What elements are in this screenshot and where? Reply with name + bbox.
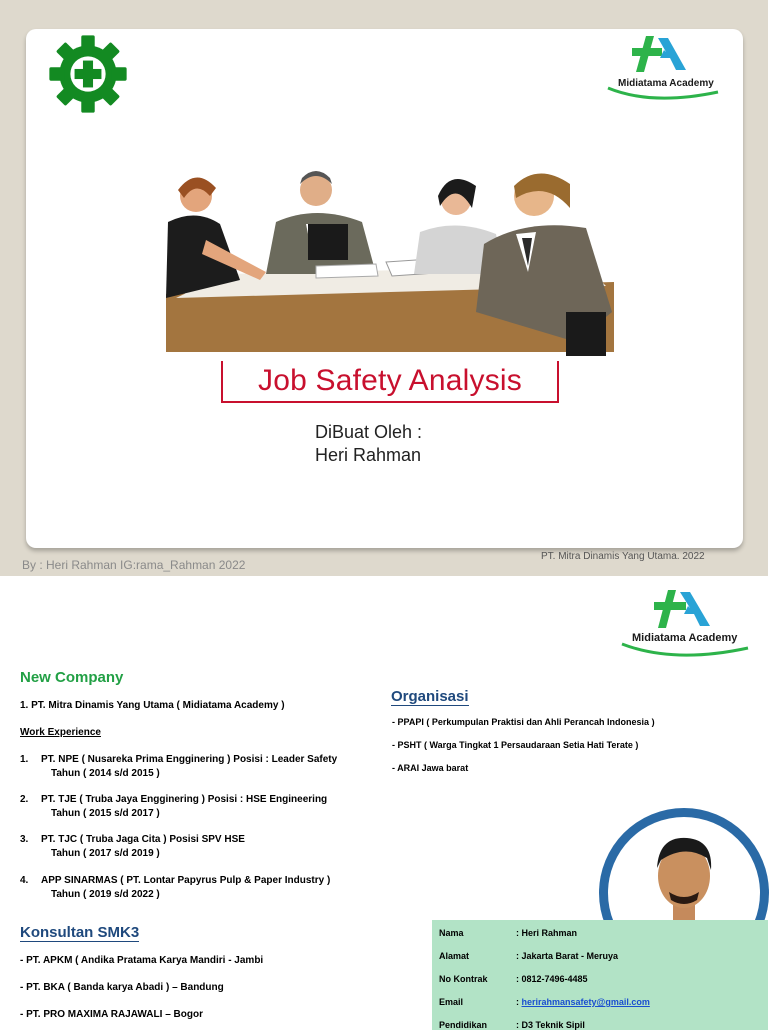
experience-number: 3. bbox=[20, 834, 29, 845]
info-row-kontak bbox=[439, 974, 588, 984]
slide-title-box bbox=[221, 361, 559, 403]
konsultan-item: - PT. PRO MAXIMA RAJAWALI – Bogor bbox=[20, 1009, 203, 1020]
info-label: Nama bbox=[439, 928, 464, 938]
author-block bbox=[315, 421, 422, 467]
info-row-email bbox=[439, 997, 650, 1007]
midiatama-logo bbox=[618, 588, 752, 658]
author-label: DiBuat Oleh : bbox=[315, 422, 423, 442]
organisasi-heading: Organisasi bbox=[391, 688, 469, 705]
experience-item bbox=[20, 874, 390, 902]
konsultan-item: - PT. APKM ( Andika Pratama Karya Mandiri - Jambi bbox=[20, 955, 264, 966]
info-row-pendidikan bbox=[439, 1020, 585, 1030]
experience-years: Tahun ( 2019 s/d 2022 ) bbox=[51, 889, 160, 900]
info-label: Email bbox=[439, 997, 464, 1007]
info-label: No Kontrak bbox=[439, 974, 488, 984]
midiatama-mark-icon bbox=[618, 588, 752, 658]
experience-years: Tahun ( 2017 s/d 2019 ) bbox=[51, 848, 160, 859]
experience-number: 1. bbox=[20, 754, 29, 765]
info-value: : Heri Rahman bbox=[516, 928, 578, 938]
slide-profile bbox=[0, 576, 768, 1030]
midiatama-mark-icon bbox=[602, 34, 724, 102]
info-value: : bbox=[516, 997, 519, 1007]
new-company-item: 1. PT. Mitra Dinamis Yang Utama ( Midiatama Academy ) bbox=[20, 700, 285, 711]
info-row-alamat bbox=[439, 951, 618, 961]
organisasi-item: - PSHT ( Warga Tingkat 1 Persaudaraan Setia Hati Terate ) bbox=[392, 740, 639, 750]
midiatama-brand-text: Midiatama Academy bbox=[618, 78, 714, 89]
experience-number: 4. bbox=[20, 875, 29, 886]
midiatama-brand-text: Midiatama Academy bbox=[632, 632, 738, 644]
info-label: Pendidikan bbox=[439, 1020, 488, 1030]
experience-years: Tahun ( 2014 s/d 2015 ) bbox=[51, 768, 160, 779]
profile-info-box bbox=[432, 920, 768, 1030]
experience-years: Tahun ( 2015 s/d 2017 ) bbox=[51, 808, 160, 819]
experience-item bbox=[20, 753, 390, 781]
konsultan-item: - PT. BKA ( Banda karya Abadi ) – Bandung bbox=[20, 982, 224, 993]
midiatama-logo bbox=[602, 34, 724, 102]
konsultan-heading: Konsultan SMK3 bbox=[20, 924, 140, 941]
author-name: Heri Rahman bbox=[315, 445, 422, 465]
experience-text: PT. TJC ( Truba Jaga Cita ) Posisi SPV HSE bbox=[41, 834, 245, 845]
experience-text: APP SINARMAS ( PT. Lontar Papyrus Pulp & Paper Industry ) bbox=[41, 875, 331, 886]
safety-gear-icon bbox=[46, 32, 130, 116]
meeting-illustration bbox=[166, 162, 614, 358]
info-value: : 0812-7496-4485 bbox=[516, 974, 588, 984]
footer-credit: By : Heri Rahman IG:rama_Rahman 2022 bbox=[22, 558, 246, 572]
info-label: Alamat bbox=[439, 951, 470, 961]
experience-text: PT. NPE ( Nusareka Prima Engginering ) Posisi : Leader Safety bbox=[41, 754, 338, 765]
info-value: : Jakarta Barat - Meruya bbox=[516, 951, 619, 961]
organisasi-item: - ARAI Jawa barat bbox=[392, 763, 469, 773]
info-row-nama bbox=[439, 928, 577, 938]
info-value: : D3 Teknik Sipil bbox=[516, 1020, 585, 1030]
new-company-heading: New Company bbox=[20, 669, 124, 686]
email-link[interactable]: herirahmansafety@gmail.com bbox=[521, 997, 650, 1007]
experience-number: 2. bbox=[20, 794, 29, 805]
work-experience-heading: Work Experience bbox=[20, 727, 101, 738]
experience-text: PT. TJE ( Truba Jaya Engginering ) Posisi : HSE Engineering bbox=[41, 794, 328, 805]
experience-item bbox=[20, 833, 390, 861]
experience-item bbox=[20, 793, 390, 821]
organisasi-item: - PPAPI ( Perkumpulan Praktisi dan Ahli Perancah Indonesia ) bbox=[392, 717, 655, 727]
page-title: Job Safety Analysis bbox=[258, 364, 522, 397]
footer-company: PT. Mitra Dinamis Yang Utama. 2022 bbox=[541, 551, 705, 562]
